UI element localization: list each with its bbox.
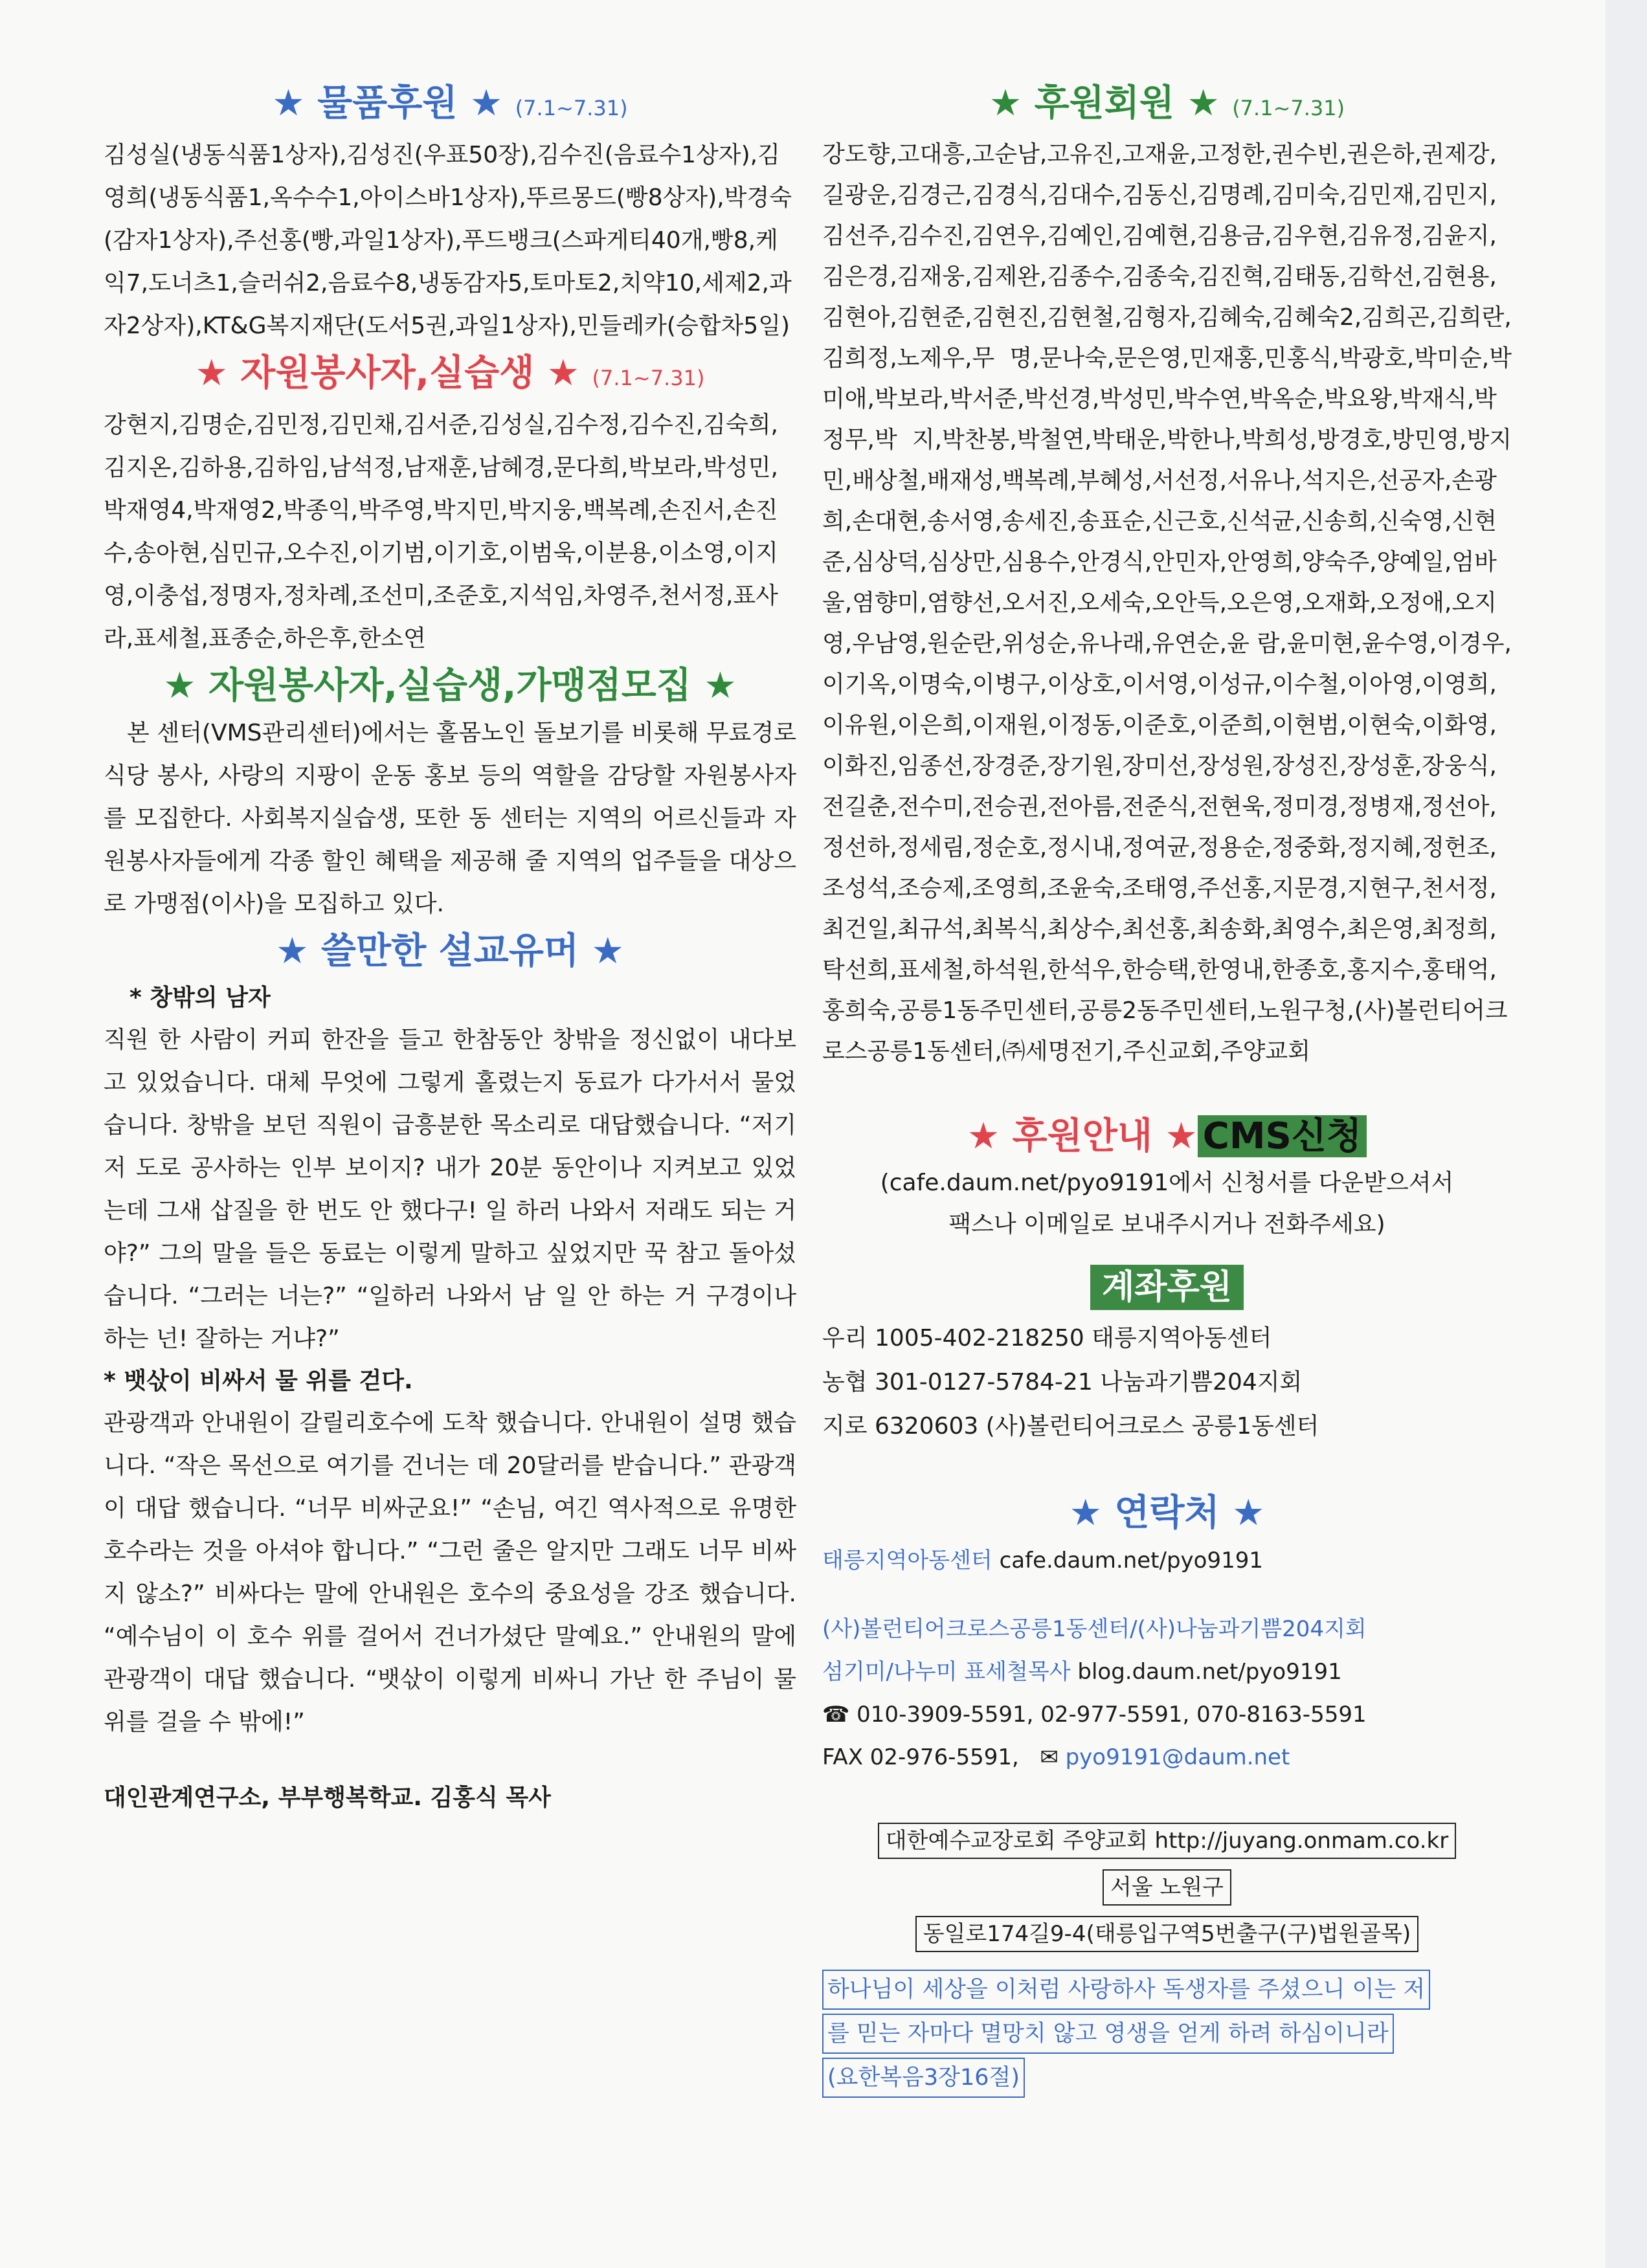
goods-heading (104, 78, 796, 134)
verse-line-1: 하나님이 세상을 이처럼 사랑하사 독생자를 주셨으니 이는 저 (822, 1970, 1430, 2010)
account-badge: 계좌후원 (1090, 1265, 1244, 1310)
contact-phone-line (822, 1693, 1512, 1736)
cms-badge: CMS신청 (1198, 1115, 1367, 1157)
goods-title: ★ 물품후원 ★ (272, 82, 503, 124)
blog-link[interactable]: blog.daum.net/pyo9191 (1077, 1659, 1342, 1685)
volunteers-date: (7.1~7.31) (592, 366, 705, 390)
guide-text-2: 팩스나 이메일로 보내주시거나 전화주세요) (948, 1211, 1385, 1238)
right-column (822, 78, 1512, 2100)
humor-story1-text: 직원 한 사람이 커피 한잔을 들고 한참동안 창밖을 정신없이 내다보고 있었습니다. 대체 무엇에 그렇게 홀렸는지 동료가 다가서서 물었습니다. 창밖을 보던 직원이 급흥분한 목소리로 대답했습니다. “저기 저 도로 공사하는 인부 보이지? 내가 20분 동안이나 지켜보고 있었는데 그새 삽질을 한 번도 안 했다구! 일 하러 나와서 저래도 되는 거야?” 그의 말을 들은 동료는 이렇게 말하고 싶었지만 꾹 참고 돌아섰습니다. “그러는 너는?” “일하러 나와서 남 일 안 하는 거 구경이나 하는 넌! 잘하는 거냐?” (104, 1027, 796, 1352)
contact-line-2: (사)볼런티어크로스공릉1동센터/(사)나눔과기쁨204지회 (822, 1616, 1367, 1642)
page-edge-strip (1606, 0, 1647, 2268)
phone-numbers: 010-3909-5591, 02-977-5591, 070-8163-5591 (857, 1702, 1367, 1728)
goods-date: (7.1~7.31) (515, 96, 628, 120)
guide-title: ★ 후원안내 ★ (967, 1115, 1198, 1157)
members-heading (822, 78, 1512, 134)
contact-heading: ★ 연락처 ★ (1069, 1492, 1265, 1534)
contact-line-3 (822, 1651, 1512, 1693)
church-name-box: 대한예수교장로회 주양교회 http://juyang.onmam.co.kr (878, 1823, 1456, 1859)
fax-number: FAX 02-976-5591, (822, 1744, 1019, 1770)
humor-author: 대인관계연구소, 부부행복학교. 김홍식 목사 (104, 1784, 551, 1811)
church-address-box: 동일로174길9-4(태릉입구역5번출구(구)법원골목) (915, 1916, 1418, 1952)
humor-heading: ★ 쓸만한 설교유머 ★ (276, 930, 624, 972)
guide-text-1: (cafe.daum.net/pyo9191에서 신청서를 다운받으셔서 (880, 1170, 1454, 1196)
contact-fax-line (822, 1736, 1512, 1779)
account-heading (822, 1265, 1512, 1310)
recruit-heading: ★ 자원봉사자,실습생,가맹점모집 ★ (163, 665, 737, 707)
humor-story2-text: 관광객과 안내원이 갈릴리호수에 도착 했습니다. 안내원이 설명 했습니다. “작은 목선으로 여기를 건너는 데 20달러를 받습니다.” 관광객이 대답 했습니다. “너무 비싸군요!” “손님, 여긴 역사적으로 유명한 호수라는 것을 아셔야 합니다.” “그런 줄은 알지만 그래도 너무 비싸지 않소?” 비싸다는 말에 안내원은 호수의 중요성을 강조 했습니다. “예수님이 이 호수 위를 걸어서 건너가셨단 말예요.” 안내원의 말에 관광객이 대답 했습니다. “뱃삯이 이렇게 비싸니 가난 한 주님이 물위를 걸을 수 밖에!” (104, 1410, 796, 1735)
bible-verse (822, 1968, 1512, 2100)
recruit-text: 본 센터(VMS관리센터)에서는 홀몸노인 돌보기를 비롯해 무료경로식당 봉사, 사랑의 지팡이 운동 홍보 등의 역할을 감당할 자원봉사자를 모집한다. 사회복지실습생, 또한 동 센터는 지역의 어르신들과 자원봉사자들에게 각종 할인 혜택을 제공해 줄 지역의 업주들을 대상으로 가맹점(이사)을 모집하고 있다. (104, 720, 796, 917)
church-city-box: 서울 노원구 (1103, 1869, 1231, 1906)
phone-icon: ☎ (822, 1702, 850, 1728)
volunteers-heading (104, 348, 796, 404)
account-line-nonghyup: 농협 301-0127-5784-21 나눔과기쁨204지회 (822, 1369, 1303, 1395)
account-line-giro: 지로 6320603 (사)볼런티어크로스 공릉1동센터 (822, 1413, 1319, 1440)
contact-line-1 (822, 1539, 1512, 1582)
members-date: (7.1~7.31) (1232, 96, 1345, 120)
goods-list: 김성실(냉동식품1상자),김성진(우표50장),김수진(음료수1상자),김영희(냉동식품1,옥수수1,아이스바1상자),뚜르몽드(빵8상자),박경숙(감자1상자),주선홍(빵,과일1상자),푸드뱅크(스파게티40개,빵8,케익7,도너츠1,슬러쉬2,음료수8,냉동감자5,토마토2,치약10,세제2,과자2상자),KT&G복지재단(도서5권,과일1상자),민들레카(승합차5일) (104, 142, 792, 339)
pastor-name: 섬기미/나누미 표세철목사 (822, 1659, 1071, 1685)
members-title: ★ 후원회원 ★ (989, 82, 1220, 124)
contact-org-name: 태릉지역아동센터 (822, 1548, 992, 1573)
humor-story1-title: * 창밖의 남자 (129, 984, 271, 1011)
verse-line-2: 를 믿는 자마다 멸망치 않고 영생을 얻게 하려 하심이니라 (822, 2014, 1394, 2054)
church-info (822, 1818, 1512, 1957)
guide-heading (822, 1111, 1512, 1162)
email-link[interactable]: pyo9191@daum.net (1065, 1744, 1290, 1770)
cafe-link[interactable]: cafe.daum.net/pyo9191 (999, 1548, 1263, 1573)
volunteers-list: 강현지,김명순,김민정,김민채,김서준,김성실,김수정,김수진,김숙희,김지온,김하용,김하임,남석정,남재훈,남혜경,문다희,박보라,박성민,박재영4,박재영2,박종익,박주영,박지민,박지웅,백복례,손진서,손진수,송아현,심민규,오수진,이기범,이기호,이범욱,이분용,이소영,이지영,이충섭,정명자,정차례,조선미,조준호,지석임,차영주,천서정,표사라,표세철,표종순,하은후,한소연 (104, 412, 778, 652)
members-list: 강도향,고대흥,고순남,고유진,고재윤,고정한,권수빈,권은하,권제강,길광운,김경근,김경식,김대수,김동신,김명례,김미숙,김민재,김민지,김선주,김수진,김연우,김예인,김예현,김용금,김우현,김유정,김윤지,김은경,김재웅,김제완,김종수,김종숙,김진혁,김태동,김학선,김현용,김현아,김현준,김현진,김현철,김형자,김혜숙,김혜숙2,김희곤,김희란,김희정,노제우,무 명,문나숙,문은영,민재홍,민홍식,박광호,박미순,박미애,박보라,박서준,박선경,박성민,박수연,박옥순,박요왕,박재식,박정무,박 지,박찬봉,박철연,박태운,박한나,박희성,방경호,방민영,방지민,배상철,배재성,백복례,부혜성,서선정,서유나,석지은,선공자,손광희,손대현,송서영,송세진,송표순,신근호,신석균,신송희,신숙영,신현준,심상덕,심상만,심용수,안경식,안민자,안영희,양숙주,양예일,엄바울,염향미,염향선,오서진,오세숙,오안득,오은영,오재화,오정애,오지영,우남영,원순란,위성순,유나래,유연순,윤 람,윤미현,윤수영,이경우,이기옥,이명숙,이병구,이상호,이서영,이성규,이수철,이아영,이영희,이유원,이은희,이재원,이정동,이준호,이준희,이현범,이현숙,이화영,이화진,임종선,장경준,장기원,장미선,장성원,장성진,장성훈,장웅식,전길춘,전수미,전승권,전아름,전준식,전현욱,정미경,정병재,정선아,정선하,정세림,정순호,정시내,정여균,정용순,정중화,정지혜,정헌조,조성석,조승제,조영희,조윤숙,조태영,주선홍,지문경,지현구,천서정,최건일,최규석,최복식,최상수,최선홍,최송화,최영수,최은영,최정희,탁선희,표세철,하석원,한석우,한승택,한영내,한종호,홍지수,홍태억,홍희숙,공릉1동주민센터,공릉2동주민센터,노원구청,(사)볼런티어크로스공릉1동센터,㈜세명전기,주신교회,주양교회 (822, 141, 1512, 1065)
verse-reference: (요한복음3장16절) (822, 2058, 1025, 2098)
volunteers-title: ★ 자원봉사자,실습생 ★ (195, 352, 580, 394)
humor-story2-title: * 뱃삯이 비싸서 물 위를 걷다. (104, 1368, 413, 1394)
email-icon: ✉ (1040, 1744, 1059, 1770)
account-line-woori: 우리 1005-402-218250 태릉지역아동센터 (822, 1325, 1272, 1351)
left-column (104, 78, 796, 1818)
